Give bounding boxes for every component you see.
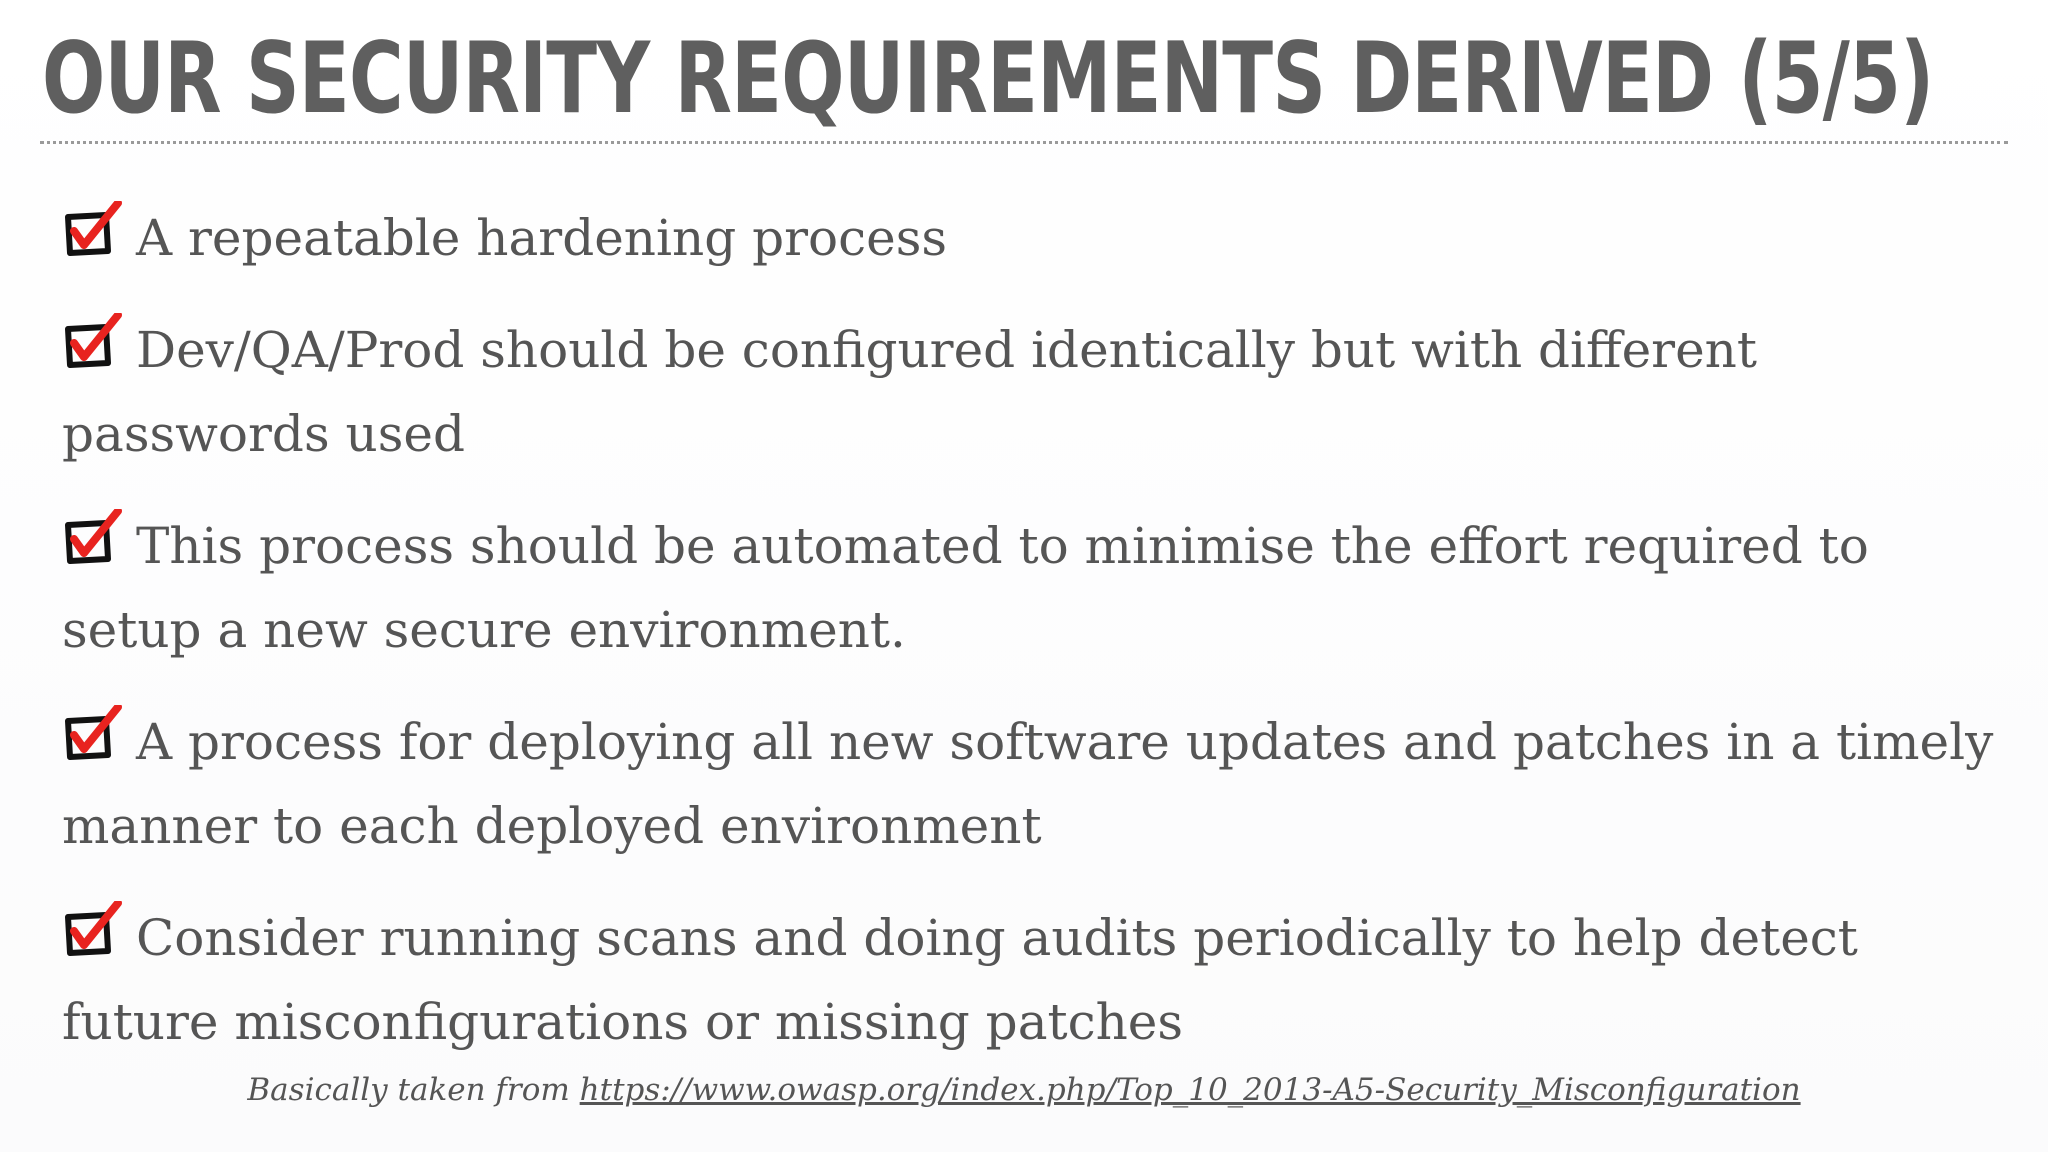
checkbox-checked-icon bbox=[62, 313, 124, 375]
requirements-list bbox=[62, 196, 2012, 1092]
item-text: A process for deploying all new software updates and patches in a timely manner to each deployed environment bbox=[62, 713, 1994, 855]
item-text: This process should be automated to minimise the effort required to setup a new secure environment. bbox=[62, 517, 1869, 659]
attribution-prefix: Basically taken from bbox=[247, 1072, 570, 1108]
checkbox-checked-icon bbox=[62, 509, 124, 571]
checkbox-checked-icon bbox=[62, 901, 124, 963]
slide-title: OUR SECURITY REQUIREMENTS DERIVED (5/5) bbox=[42, 22, 1934, 136]
list-item bbox=[62, 700, 2012, 868]
item-text: Dev/QA/Prod should be configured identically but with different passwords used bbox=[62, 321, 1757, 463]
checkbox-checked-icon bbox=[62, 705, 124, 767]
title-divider bbox=[40, 141, 2008, 144]
list-item bbox=[62, 308, 2012, 476]
checkbox-checked-icon bbox=[62, 201, 124, 263]
item-text: A repeatable hardening process bbox=[136, 209, 948, 267]
source-attribution bbox=[0, 1072, 2048, 1108]
item-text: Consider running scans and doing audits periodically to help detect future misconfigurations or missing patches bbox=[62, 909, 1858, 1051]
owasp-source-link[interactable]: https://www.owasp.org/index.php/Top_10_2013-A5-Security_Misconfiguration bbox=[579, 1072, 1801, 1108]
list-item bbox=[62, 504, 2012, 672]
list-item bbox=[62, 896, 2012, 1064]
list-item bbox=[62, 196, 2012, 280]
